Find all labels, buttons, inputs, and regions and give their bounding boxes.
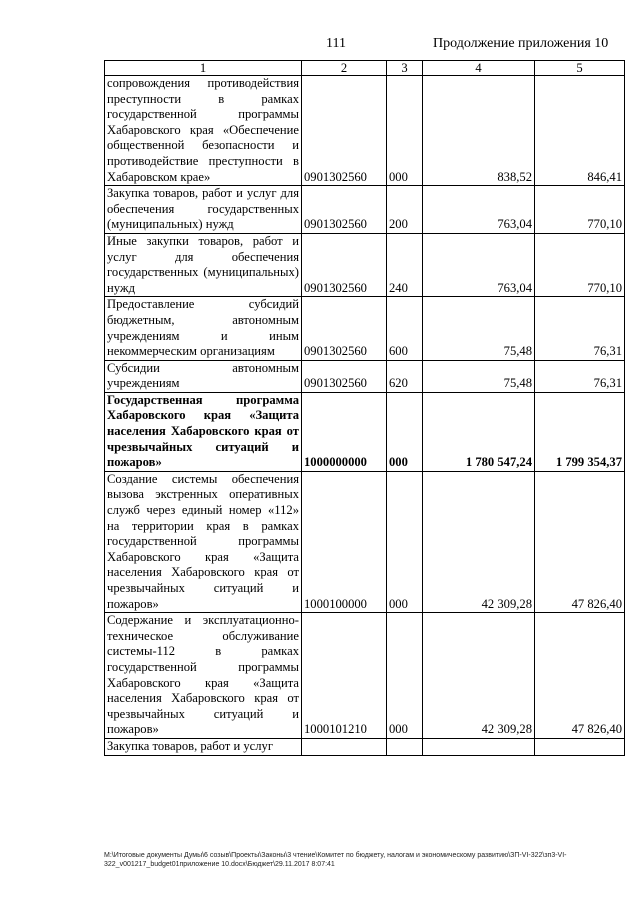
row-value-2019: 47 826,40 — [535, 613, 625, 739]
column-header: 1 — [105, 61, 302, 76]
table-row — [105, 233, 625, 296]
appendix-label: Продолжение приложения 10 — [433, 36, 609, 51]
row-value-2019: 770,10 — [535, 186, 625, 234]
row-code — [302, 738, 387, 755]
row-code: 0901302560 — [302, 360, 387, 392]
table-row-program — [105, 392, 625, 471]
row-name: сопровождения противодействия преступности в рамках государственной программы Хабаровского края «Обеспечение общественной безопасности и противодействие преступности в Хабаровском крае» — [105, 76, 302, 186]
column-header: 4 — [423, 61, 535, 76]
row-code: 0901302560 — [302, 297, 387, 360]
page-number: 111 — [326, 36, 346, 51]
column-header: 2 — [302, 61, 387, 76]
row-type: 600 — [387, 297, 423, 360]
row-name: Содержание и эксплуатационно-техническое обслуживание системы-112 в рамках государственной программы Хабаровского края «Защита населения Хабаровского края от чрезвычайных ситуаций и пожаров» — [105, 613, 302, 739]
row-value-2019: 47 826,40 — [535, 471, 625, 612]
row-value-2019: 1 799 354,37 — [535, 392, 625, 471]
row-name: Закупка товаров, работ и услуг — [105, 738, 302, 755]
table-row — [105, 471, 625, 612]
table-row — [105, 360, 625, 392]
row-name: Создание системы обеспечения вызова экстренных оперативных служб через единый номер «112» на территории края в рамках государственной программы Хабаровского края «Защита населения Хабаровского края от чрезвычайных ситуаций и пожаров» — [105, 471, 302, 612]
row-name: Закупка товаров, работ и услуг для обеспечения государственных (муниципальных) нужд — [105, 186, 302, 234]
table-row — [105, 297, 625, 360]
row-type — [387, 738, 423, 755]
row-value-2019: 76,31 — [535, 360, 625, 392]
table-row — [105, 613, 625, 739]
row-name: Иные закупки товаров, работ и услуг для обеспечения государственных (муниципальных) нужд — [105, 233, 302, 296]
row-value-2019: 770,10 — [535, 233, 625, 296]
row-name: Предоставление субсидий бюджетным, автономным учреждениям и иным некоммерческим организациям — [105, 297, 302, 360]
row-code: 1000000000 — [302, 392, 387, 471]
row-value-2018: 1 780 547,24 — [423, 392, 535, 471]
file-path-footer: M:\Итоговые документы Думы\6 созыв\Проекты\Законы\3 чтение\Комитет по бюджету, налогам и экономическому развитию\ЗП-VI-322\зп3-VI-322_v001217_budget01приложение 10.docx\Бюджет\29.11.2017 8:07:41 — [104, 852, 567, 868]
row-value-2018: 75,48 — [423, 360, 535, 392]
column-header: 5 — [535, 61, 625, 76]
row-value-2018: 763,04 — [423, 186, 535, 234]
column-number-row — [105, 61, 625, 76]
row-value-2018: 763,04 — [423, 233, 535, 296]
row-value-2018: 75,48 — [423, 297, 535, 360]
row-type: 000 — [387, 76, 423, 186]
row-code: 0901302560 — [302, 186, 387, 234]
row-value-2019: 846,41 — [535, 76, 625, 186]
row-type: 200 — [387, 186, 423, 234]
row-value-2018 — [423, 738, 535, 755]
row-name: Государственная программа Хабаровского края «Защита населения Хабаровского края от чрезвычайных ситуаций и пожаров» — [105, 392, 302, 471]
row-type: 000 — [387, 471, 423, 612]
row-type: 620 — [387, 360, 423, 392]
row-value-2018: 838,52 — [423, 76, 535, 186]
row-type: 240 — [387, 233, 423, 296]
row-name: Субсидии автономным учреждениям — [105, 360, 302, 392]
column-header: 3 — [387, 61, 423, 76]
row-type: 000 — [387, 613, 423, 739]
row-value-2019: 76,31 — [535, 297, 625, 360]
row-code: 0901302560 — [302, 76, 387, 186]
row-code: 1000100000 — [302, 471, 387, 612]
row-code: 0901302560 — [302, 233, 387, 296]
row-value-2018: 42 309,28 — [423, 471, 535, 612]
table-row — [105, 186, 625, 234]
table-row — [105, 76, 625, 186]
row-value-2018: 42 309,28 — [423, 613, 535, 739]
row-code: 1000101210 — [302, 613, 387, 739]
row-type: 000 — [387, 392, 423, 471]
row-value-2019 — [535, 738, 625, 755]
table-row — [105, 738, 625, 755]
budget-table — [104, 60, 625, 756]
